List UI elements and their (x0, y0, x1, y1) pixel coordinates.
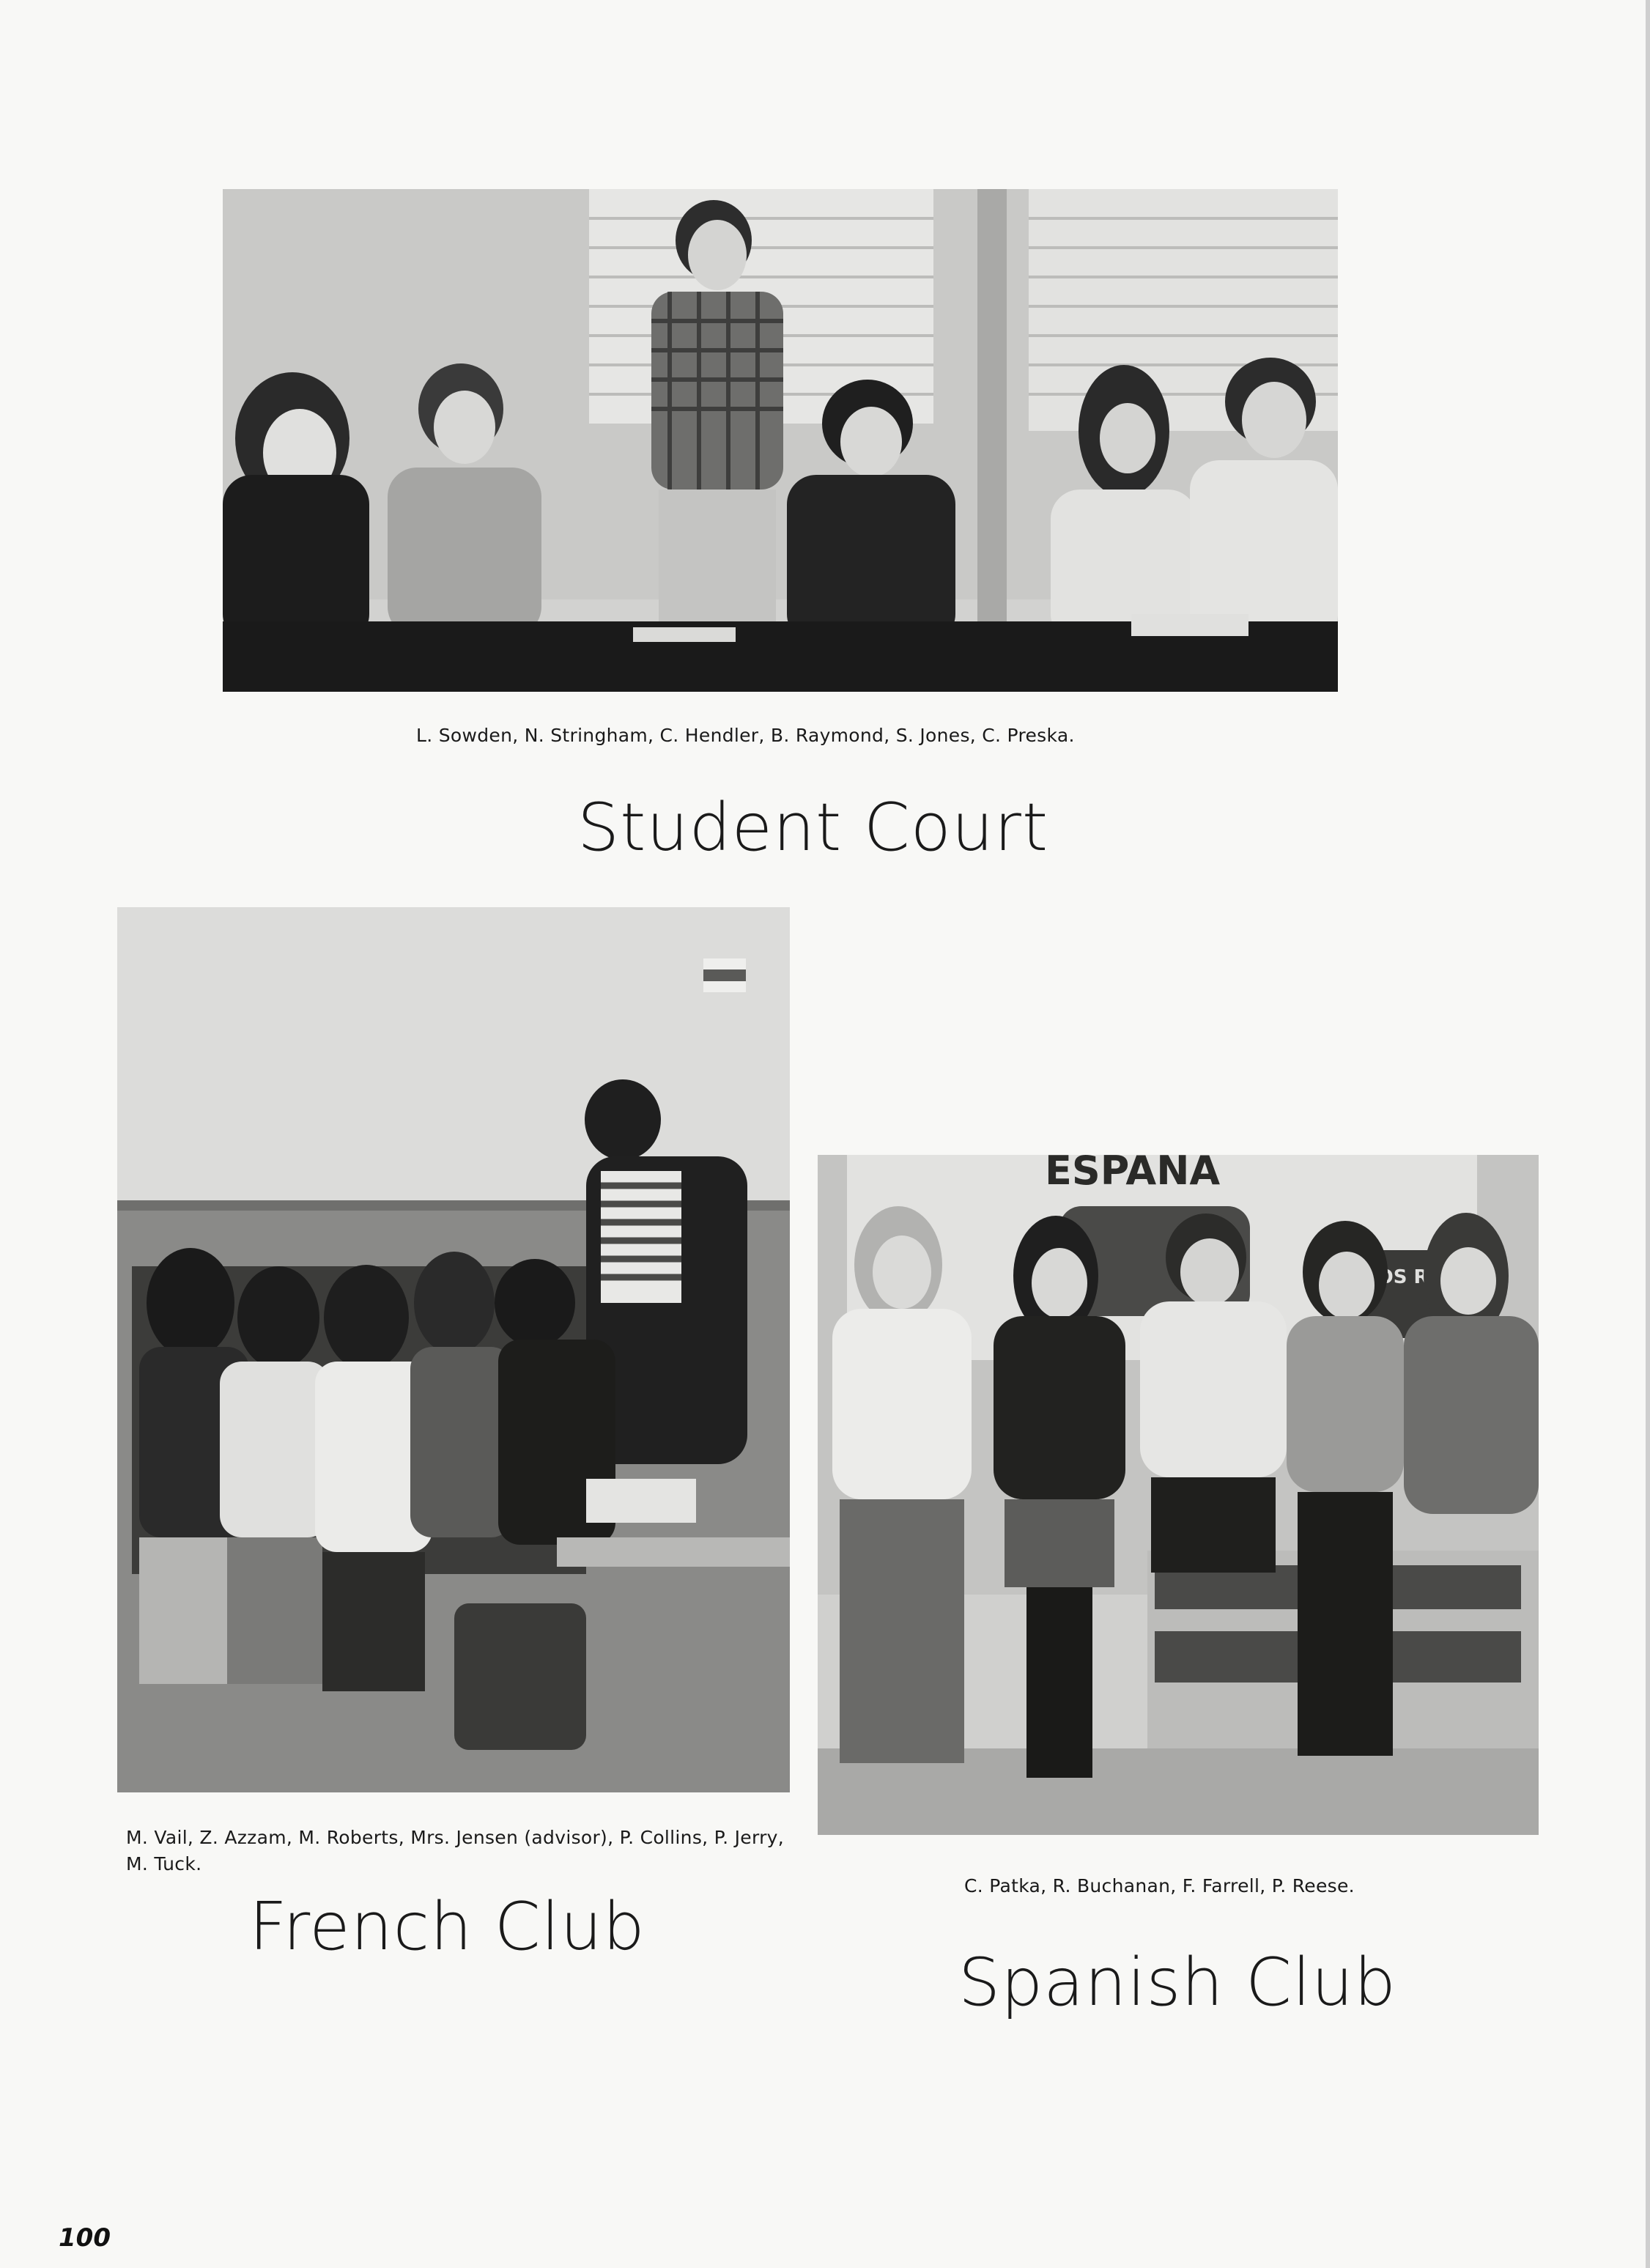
spanish-poster-heading: ESPANA (1045, 1155, 1221, 1194)
french-club-caption: M. Vail, Z. Azzam, M. Roberts, Mrs. Jensen (advisor), P. Collins, P. Jerry, M. Tuck. (126, 1827, 785, 1874)
page-edge (1646, 0, 1650, 2268)
spanish-poster-side: R (1413, 1266, 1429, 1288)
french-club-photo (117, 907, 790, 1792)
spanish-club-title: Spanish Club (958, 1944, 1397, 2021)
french-club-title: French Club (249, 1888, 645, 1965)
page-number: 100 (59, 2223, 111, 2253)
student-court-photo (223, 189, 1338, 692)
spanish-club-caption: C. Patka, R. Buchanan, F. Farrell, P. Reese. (964, 1875, 1355, 1896)
student-court-title: Student Court (577, 789, 1049, 866)
spanish-club-photo (818, 1155, 1539, 1835)
student-court-caption: L. Sowden, N. Stringham, C. Hendler, B. Raymond, S. Jones, C. Preska. (416, 725, 1075, 746)
